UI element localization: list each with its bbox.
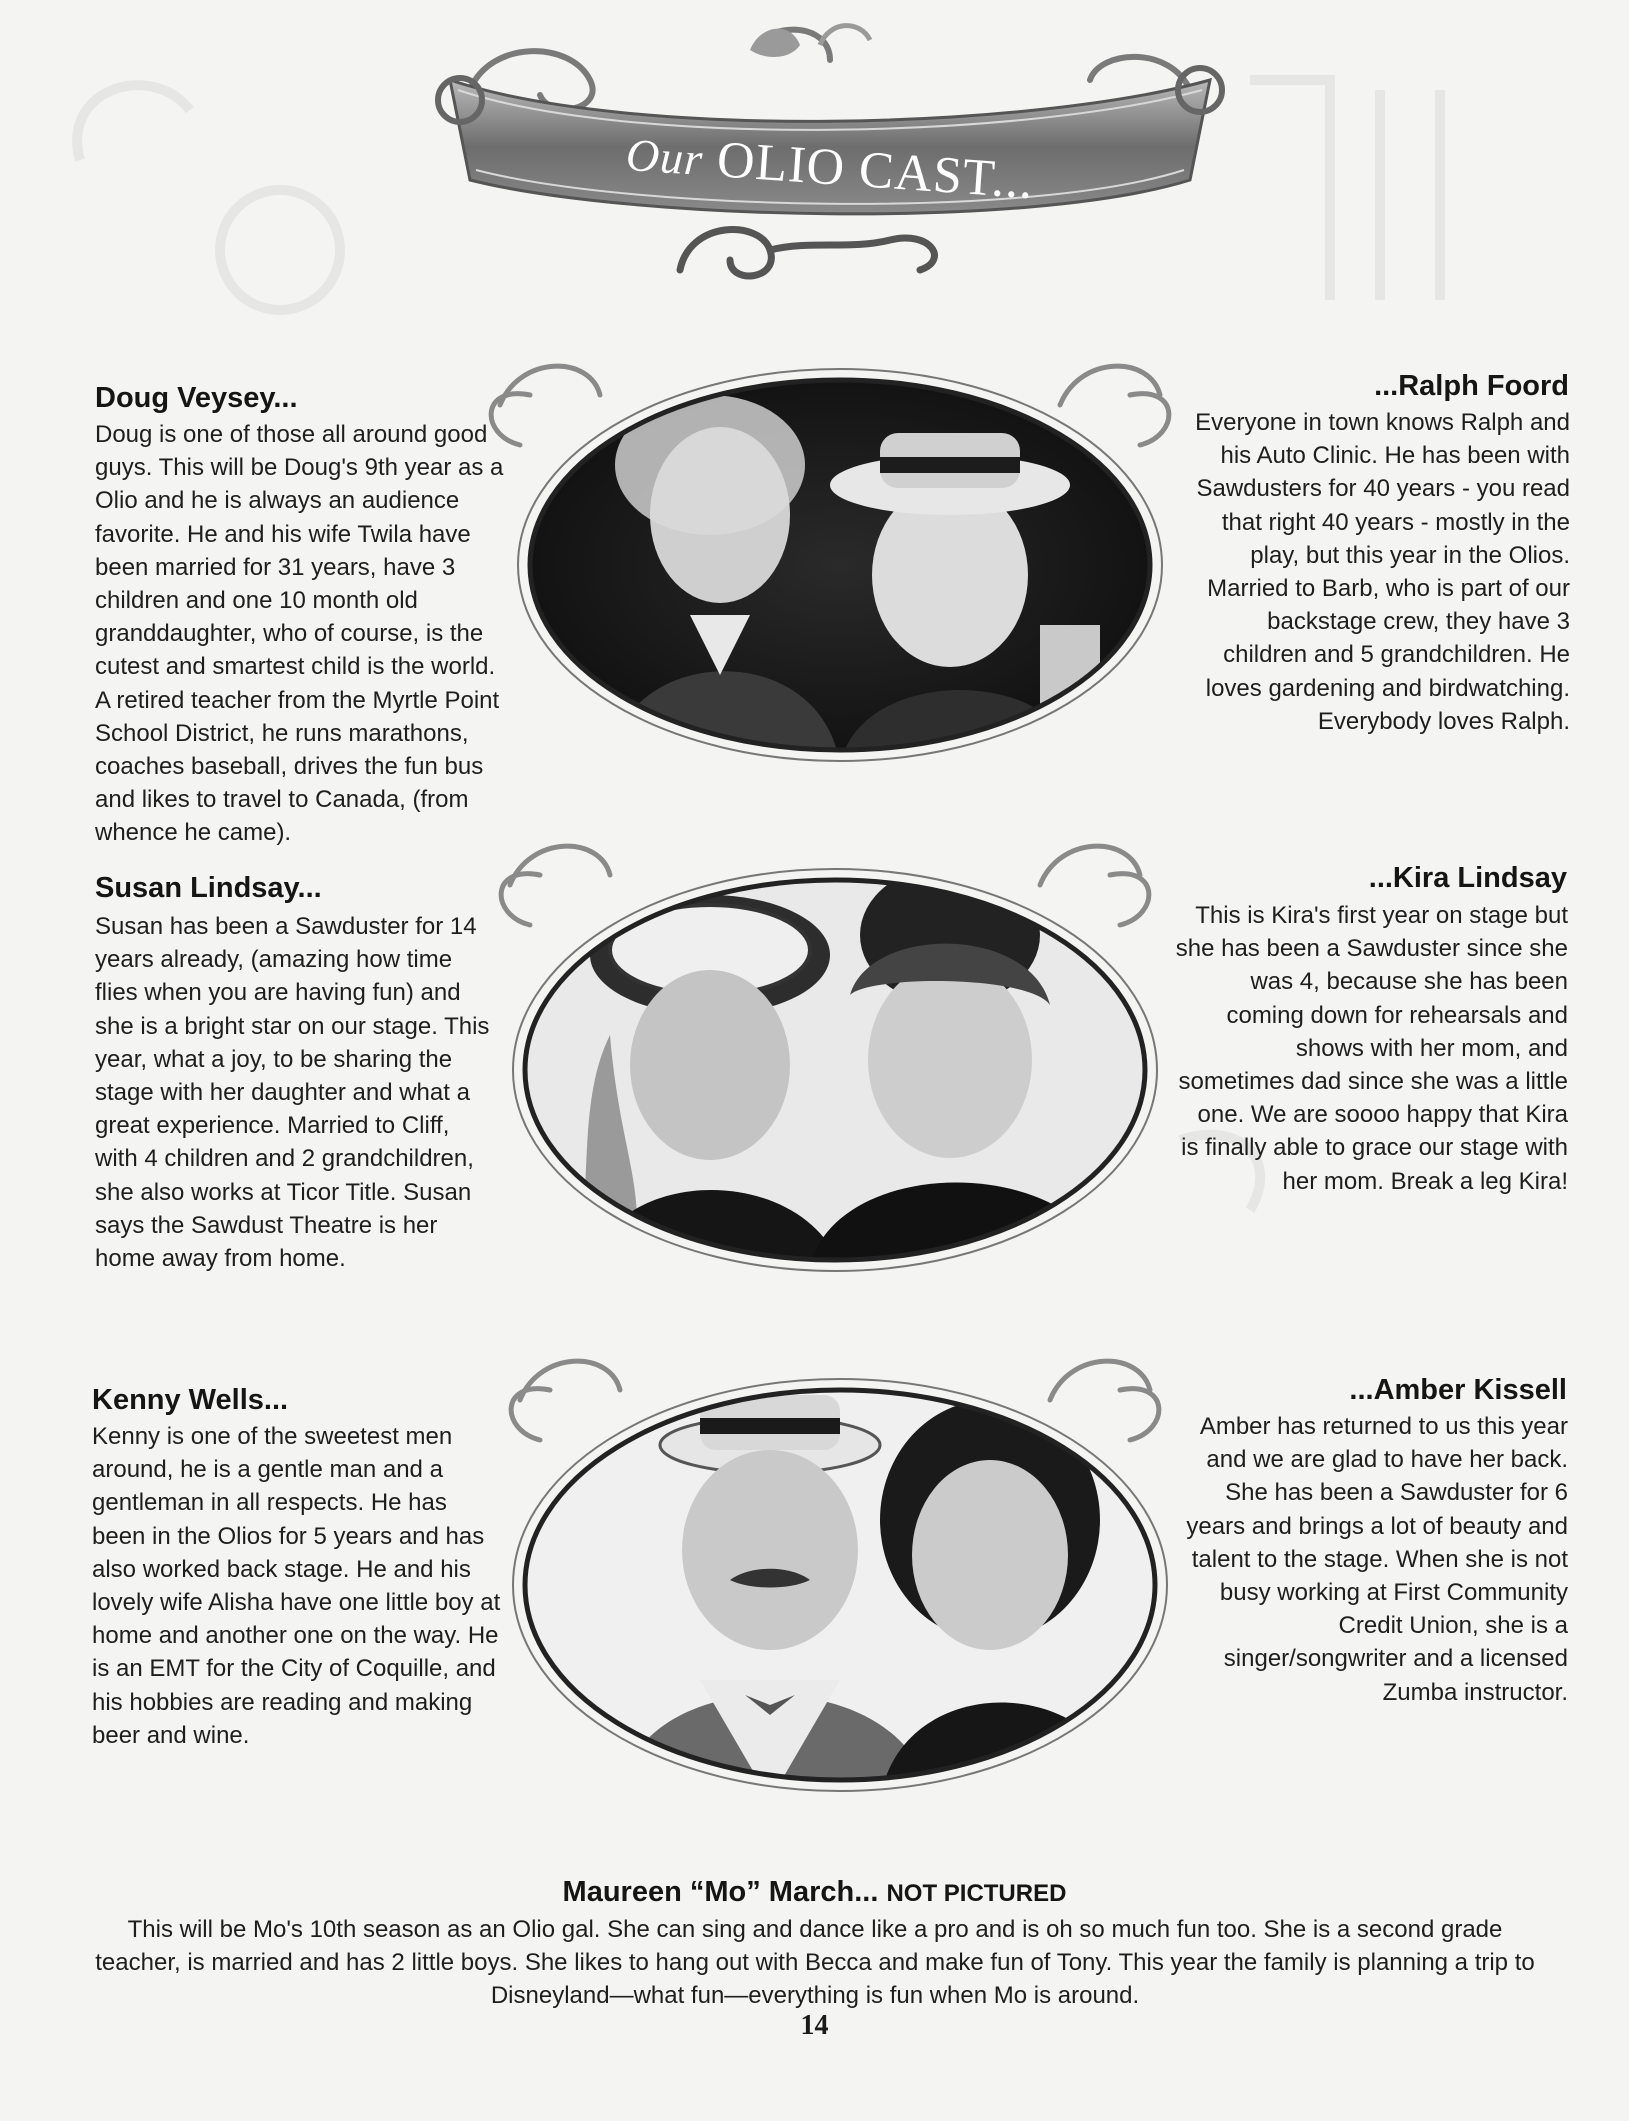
photo-susan-and-kira [470,835,1190,1285]
cast-name-kira-lindsay: ...Kira Lindsay [1368,862,1567,894]
cast-bio-amber-kissell: Amber has returned to us this year and we are glad to have her back. She has been a Sawduster for 6 years and brings a lot of beauty and talent to the stage. When she is not busy working at First Community Credit Union, she is a singer/songwriter and a licensed Zumba instructor. [1186,1413,1568,1706]
page-number: 14 [800,2010,829,2041]
flourish-right [1060,366,1169,445]
photo-kenny-and-amber [470,1340,1190,1810]
flourish-left [491,366,600,445]
cast-bio-susan-lindsay: Susan has been a Sawduster for 14 years already, (amazing how time flies when you are having fun) and she is a bright star on our stage. This year, what a joy, to be sharing the stage with her daughter and what a great experience. Married to Cliff, with 4 children and 2 grandchildren, she also works at Ticor Title. Susan says the Sawdust Theatre is her home away from home. [95,913,490,1273]
cast-bio-doug-veysey: Doug is one of those all around good guys. This will be Doug's 9th year as a Olio and he is always an audience favorite. He and his wife Twila have been married for 31 years, have 3 children and one 10 month old granddaughter, who of course, is the cutest and smartest child is the world. A retired teacher from the Myrtle Point School District, he runs marathons, coaches baseball, drives the fun bus and likes to travel to Canada, (from whence he came). [95,421,504,847]
flourish-right [1050,1361,1159,1440]
flourish-right [1040,846,1149,925]
maureen-name: Maureen “Mo” March... [562,1876,879,1908]
cast-bio-maureen-march: This will be Mo's 10th season as an Olio gal. She can sing and dance like a pro and is oh so much fun too. She is a second grade teacher, is married and has 2 little boys. She likes to hang out with Becca and make fun of Tony. This year the family is planning a trip to Disneyland—what fun—everything is fun when Mo is around. [95,1916,1535,2009]
cast-name-ralph-foord: ...Ralph Foord [1374,370,1569,402]
cast-bio-kira-lindsay: This is Kira's first year on stage but she has been a Sawduster since she was 4, because she has been coming down for rehearsals and shows with her mom, and sometimes dad since she was a little one. We are soooo happy that Kira is finally able to grace our stage with her mom. Break a leg Kira! [1175,902,1568,1195]
not-pictured-label: NOT PICTURED [886,1880,1067,1907]
section-banner [430,20,1230,310]
cast-bio-ralph-foord: Everyone in town knows Ralph and his Auto Clinic. He has been with Sawdusters for 40 years - you read that right 40 years - mostly in the play, but this year in the Olios. Married to Barb, who is part of our backstage crew, they have 3 children and 5 grandchildren. He loves gardening and birdwatching. Everybody loves Ralph. [1195,409,1570,735]
banner-title-main: OLIO CAST... [715,131,1036,211]
flourish-left [511,1361,620,1440]
cast-name-susan-lindsay: Susan Lindsay... [95,872,322,904]
cast-name-maureen-march [0,1876,1629,1909]
cast-name-kenny-wells: Kenny Wells... [92,1384,289,1416]
cast-name-amber-kissell: ...Amber Kissell [1349,1374,1567,1406]
flourish-left [501,846,610,925]
photo-doug-and-ralph [460,345,1180,775]
cast-bio-kenny-wells: Kenny is one of the sweetest men around, he is a gentle man and a gentleman in all respects. He has been in the Olios for 5 years and has also worked back stage. He and his lovely wife Alisha have one little boy at home and another one on the way. He is an EMT for the City of Coquille, and his hobbies are reading and making beer and wine. [92,1423,501,1749]
cast-name-doug-veysey: Doug Veysey... [95,382,298,414]
banner-title-prefix: Our [624,128,705,186]
